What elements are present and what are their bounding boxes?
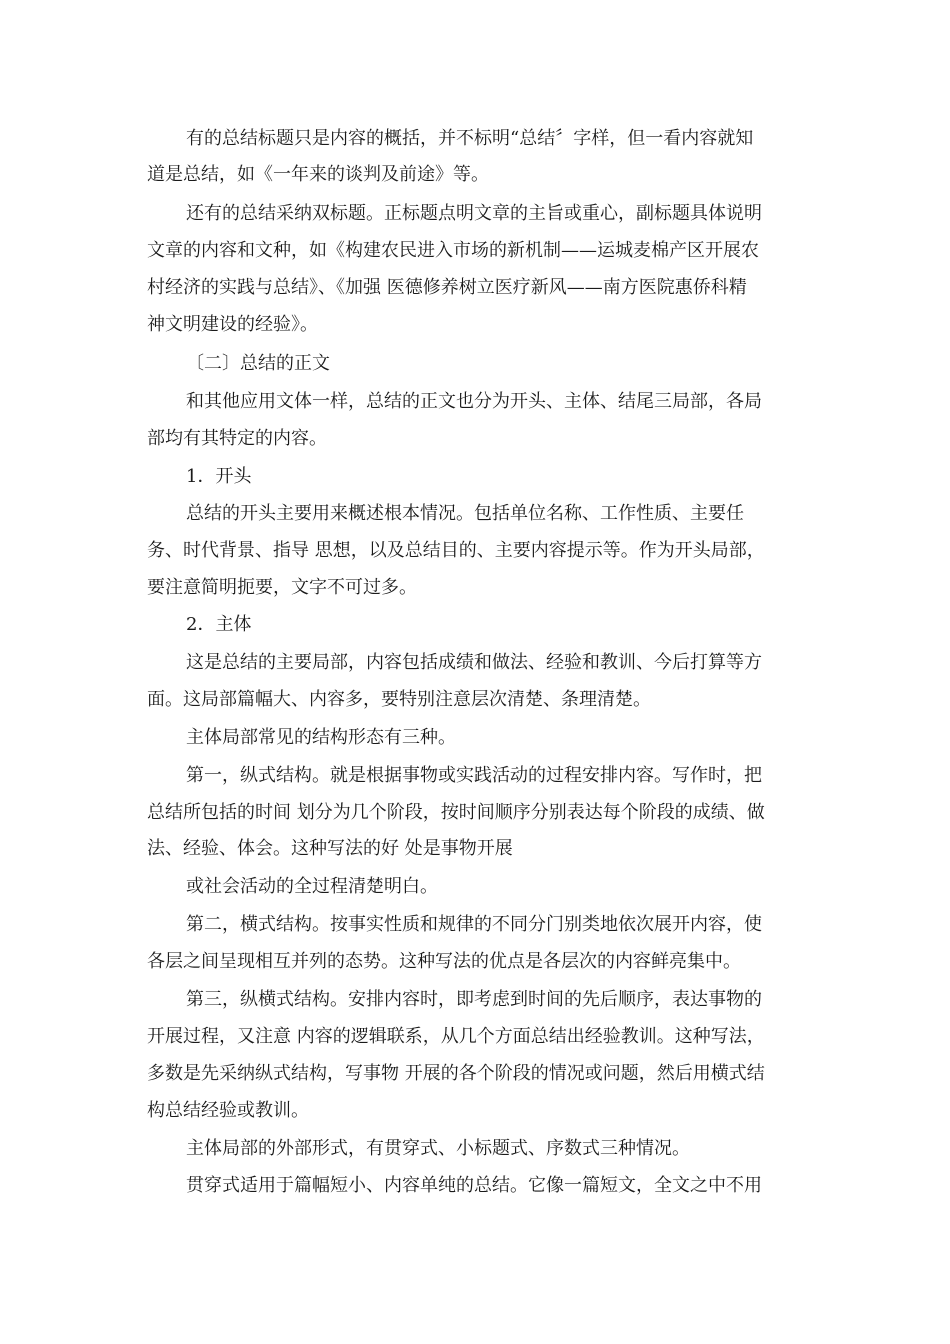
- text-line: 各层之间呈现相互并列的态势。这种写法的优点是各层次的内容鲜亮集中。: [147, 951, 741, 972]
- text-line: 多数是先采纳纵式结构，写事物 开展的各个阶段的情况或问题，然后用横式结: [147, 1063, 765, 1084]
- text-line: 主体局部的外部形式，有贯穿式、小标题式、序数式三种情况。: [186, 1138, 690, 1159]
- text-line: 面。这局部篇幅大、内容多，要特别注意层次清楚、条理清楚。: [147, 689, 651, 710]
- text-line: 村经济的实践与总结》、《加强 医德修养树立医疗新风——南方医院惠侨科精: [147, 277, 747, 298]
- text-line: 或社会活动的全过程清楚明白。: [186, 876, 438, 897]
- text-line: 和其他应用文体一样，总结的正文也分为开头、主体、结尾三局部，各局: [186, 391, 762, 412]
- text-line: 总结的开头主要用来概述根本情况。包括单位名称、工作性质、主要任: [186, 503, 744, 524]
- subsection-heading: 2．主体: [186, 614, 252, 635]
- text-line: 这是总结的主要局部，内容包括成绩和做法、经验和教训、今后打算等方: [186, 652, 762, 673]
- text-line: 还有的总结采纳双标题。正标题点明文章的主旨或重心，副标题具体说明: [186, 203, 762, 224]
- text-line: 贯穿式适用于篇幅短小、内容单纯的总结。它像一篇短文，全文之中不用: [186, 1175, 762, 1196]
- text-line: 部均有其特定的内容。: [147, 428, 327, 449]
- text-line: 第三，纵横式结构。安排内容时，即考虑到时间的先后顺序，表达事物的: [186, 989, 762, 1010]
- text-line: 构总结经验或教训。: [147, 1100, 309, 1121]
- text-line: 要注意简明扼要，文字不可过多。: [147, 577, 417, 598]
- text-line: 开展过程，又注意 内容的逻辑联系，从几个方面总结出经验教训。这种写法，: [147, 1026, 765, 1047]
- text-line: 文章的内容和文种，如《构建农民进入市场的新机制——运城麦棉产区开展农: [147, 240, 759, 261]
- text-line: 道是总结，如《一年来的谈判及前途》等。: [147, 164, 489, 185]
- text-line: 第一，纵式结构。就是根据事物或实践活动的过程安排内容。写作时，把: [186, 765, 762, 786]
- text-line: 神文明建设的经验》。: [147, 314, 318, 335]
- text-line: 有的总结标题只是内容的概括，并不标明“总结〞字样，但一看内容就知: [186, 128, 754, 149]
- text-line: 第二，横式结构。按事实性质和规律的不同分门别类地依次展开内容，使: [186, 914, 762, 935]
- text-line: 主体局部常见的结构形态有三种。: [186, 727, 456, 748]
- text-line: 总结所包括的时间 划分为几个阶段，按时间顺序分别表达每个阶段的成绩、做: [147, 802, 765, 823]
- section-heading: 〔二〕总结的正文: [186, 353, 330, 374]
- subsection-heading: 1．开头: [186, 466, 252, 487]
- text-line: 法、经验、体会。这种写法的好 处是事物开展: [147, 838, 513, 859]
- text-line: 务、时代背景、指导 思想，以及总结目的、主要内容提示等。作为开头局部，: [147, 540, 765, 561]
